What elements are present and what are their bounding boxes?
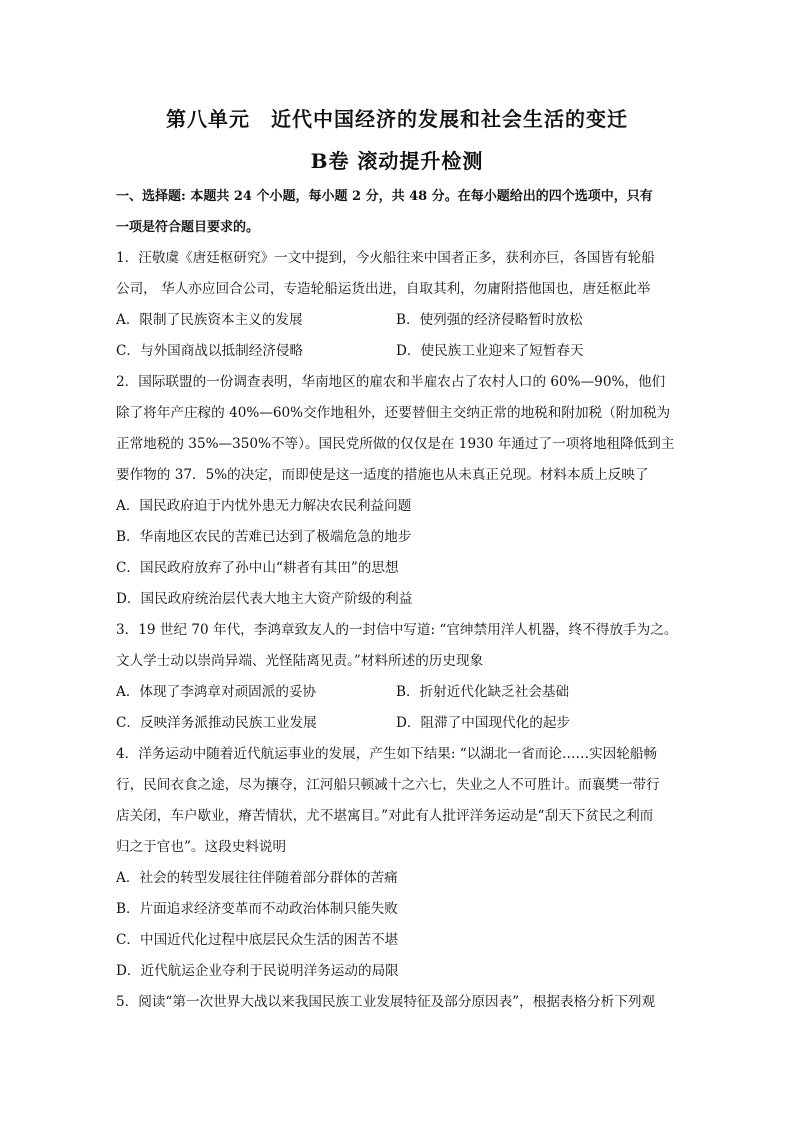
question-5-stem-line: 5．阅读“第一次世界大战以来我国民族工业发展特征及部分原因表”，根据表格分析下列观 bbox=[116, 994, 656, 1010]
question-5 bbox=[116, 987, 678, 1018]
question-1-options-row bbox=[116, 305, 678, 336]
option-d[interactable]: D．国民政府统治层代表大地主大资产阶级的利益 bbox=[116, 591, 413, 607]
question-4 bbox=[116, 739, 678, 987]
question-3-stem-line: 文人学士动以崇尚异端、光怪陆离见责。”材料所述的历史现象 bbox=[116, 653, 484, 669]
option-c[interactable]: C．国民政府放弃了孙中山“耕者有其田”的思想 bbox=[116, 560, 399, 576]
question-1-stem-line: 公司， 华人亦应回合公司，专造轮船运货出进，自取其利，勿庸附搭他国也，唐廷枢此举 bbox=[116, 281, 651, 297]
question-2 bbox=[116, 367, 678, 615]
instructions-line-2: 一项是符合题目要求的。 bbox=[116, 220, 260, 235]
option-b[interactable]: B．华南地区农民的苦难已达到了极端危急的地步 bbox=[116, 529, 412, 545]
question-2-stem-line: 要作物的 37．5%的决定，而即使是这一适度的措施也从未真正兑现。材料本质上反映了 bbox=[116, 467, 649, 483]
exam-body bbox=[116, 181, 678, 1018]
option-d[interactable]: D．近代航运企业夺利于民说明洋务运动的局限 bbox=[116, 963, 399, 979]
question-3-stem-line: 3．19 世纪 70 年代，李鸿章致友人的一封信中写道: “官绅禁用洋人机器，终不得放手为之。 bbox=[116, 622, 678, 638]
option-d[interactable]: D．使民族工业迎来了短暂春天 bbox=[396, 343, 584, 359]
option-a[interactable]: A．社会的转型发展往往伴随着部分群体的苦痛 bbox=[116, 870, 398, 886]
option-c[interactable]: C．与外国商战以抵制经济侵略 bbox=[116, 343, 304, 359]
question-4-stem-line: 4．洋务运动中随着近代航运事业的发展，产生如下结果: “以湖北一省而论……实因轮船畅 bbox=[116, 746, 658, 762]
question-3-options-row bbox=[116, 677, 678, 708]
page-title: 第八单元 近代中国经济的发展和社会生活的变迁 bbox=[166, 107, 628, 131]
option-d[interactable]: D．阻滞了中国现代化的起步 bbox=[396, 715, 571, 731]
question-1-stem-line: 1．汪敬虞《唐廷枢研究》一文中提到，今火船往来中国者正多，获利亦巨，各国皆有轮船 bbox=[116, 250, 655, 266]
option-b[interactable]: B．片面追求经济变革而不动政治体制只能失败 bbox=[116, 901, 398, 917]
question-4-stem-line: 店关闭，车户歇业，瘠苦情状，尤不堪寓目。”对此有人批评洋务运动是“刮天下贫民之利而 bbox=[116, 808, 654, 824]
question-2-stem-line: 除了将年产庄稼的 40%—60%交作地租外，还要替佃主交纳正常的地税和附加税（附加税为 bbox=[116, 405, 671, 421]
option-b[interactable]: B．使列强的经济侵略暂时放松 bbox=[396, 312, 583, 328]
option-a[interactable]: A．国民政府迫于内忧外患无力解决农民利益问题 bbox=[116, 498, 412, 514]
option-a[interactable]: A．限制了民族资本主义的发展 bbox=[116, 312, 303, 328]
page-subtitle: B卷 滚动提升检测 bbox=[310, 149, 484, 173]
question-2-stem-line: 正常地税的 35%—350%不等）。国民党所做的仅仅是在 1930 年通过了一项将地租降低到主 bbox=[116, 436, 675, 452]
question-4-stem-line: 行，民间衣食之途，尽为攘夺，江河船只顿减十之六七，失业之人不可胜计。而襄樊一带行 bbox=[116, 777, 660, 793]
option-b[interactable]: B．折射近代化缺乏社会基础 bbox=[396, 684, 570, 700]
question-4-stem-line: 归之于官也”。这段史料说明 bbox=[116, 839, 287, 855]
option-a[interactable]: A．体现了李鸿章对顽固派的妥协 bbox=[116, 684, 317, 700]
option-c[interactable]: C．反映洋务派推动民族工业发展 bbox=[116, 715, 317, 731]
question-2-stem-line: 2．国际联盟的一份调查表明，华南地区的雇农和半雇农占了农村人口的 60%—90%，他们 bbox=[116, 374, 666, 390]
question-1-options-row bbox=[116, 336, 678, 367]
question-3 bbox=[116, 615, 678, 739]
option-c[interactable]: C．中国近代化过程中底层民众生活的困苦不堪 bbox=[116, 932, 399, 948]
question-1 bbox=[116, 243, 678, 367]
question-3-options-row bbox=[116, 708, 678, 739]
instructions-line-1: 一、选择题: 本题共 24 个小题，每小题 2 分，共 48 分。在每小题给出的四个选项中，只有 bbox=[116, 189, 653, 204]
